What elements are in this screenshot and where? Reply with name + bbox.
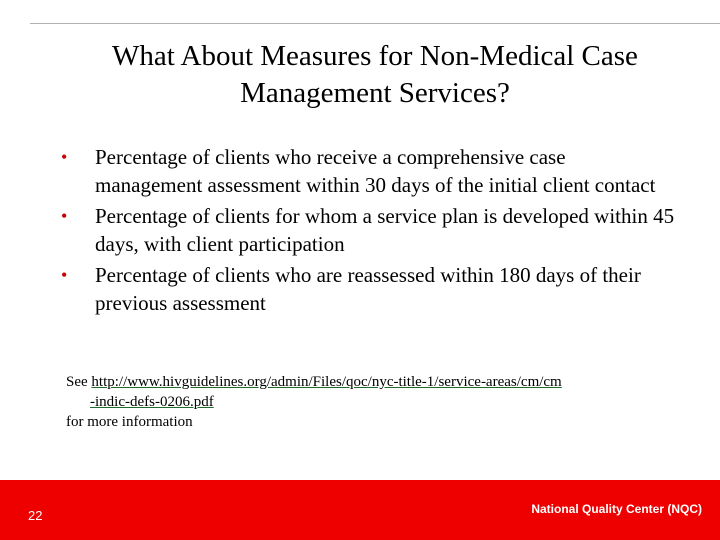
reference-link-line-1: http://www.hivguidelines.org/admin/Files/qoc/nyc-title-1/service-areas/cm/cm bbox=[91, 374, 562, 390]
bullet-icon: • bbox=[61, 265, 68, 285]
reference-suffix: for more information bbox=[66, 414, 193, 430]
page-number: 22 bbox=[28, 508, 43, 523]
footer-bar bbox=[0, 480, 720, 540]
title-line-2: Management Services? bbox=[240, 77, 510, 109]
bullet-icon: • bbox=[61, 206, 68, 226]
list-item bbox=[55, 203, 675, 258]
title-line-1: What About Measures for Non-Medical Case bbox=[112, 40, 638, 72]
reference-link[interactable] bbox=[66, 374, 686, 412]
measures-list bbox=[55, 144, 675, 321]
title-divider bbox=[30, 23, 720, 24]
list-item bbox=[55, 144, 675, 199]
organization-name: National Quality Center (NQC) bbox=[531, 502, 702, 516]
slide-title bbox=[30, 38, 720, 112]
bullet-text: Percentage of clients for whom a service plan is developed within 45 days, with client participation bbox=[95, 204, 675, 256]
bullet-icon: • bbox=[61, 147, 68, 167]
bullet-text: Percentage of clients who receive a comprehensive case management assessment within 30 days of the initial client contact bbox=[95, 145, 656, 197]
reference-note bbox=[66, 372, 686, 432]
reference-prefix: See bbox=[66, 374, 92, 390]
list-item bbox=[55, 262, 675, 317]
reference-link-line-2: -indic-defs-0206.pdf bbox=[90, 394, 214, 410]
bullet-text: Percentage of clients who are reassessed within 180 days of their previous assessment bbox=[95, 263, 641, 315]
